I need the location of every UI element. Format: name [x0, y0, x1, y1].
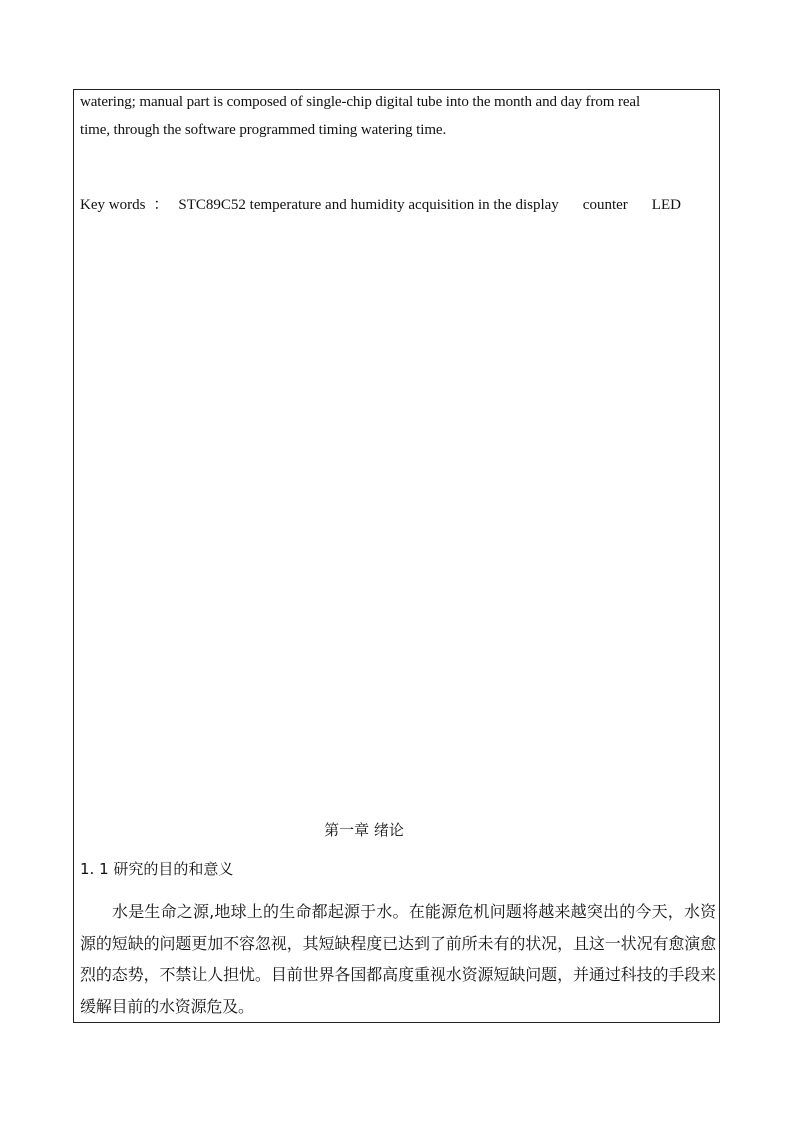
page-table-frame: [73, 89, 720, 1023]
abstract-english-line: watering; manual part is composed of single-chip digital tube into the month and day from real: [80, 94, 641, 110]
keyword-item: LED: [651, 197, 681, 213]
body-paragraph: 水是生命之源,地球上的生命都起源于水。在能源危机问题将越来越突出的今天，水资源的短缺的问题更加不容忽视，其短缺程度已达到了前所未有的状况，且这一状况有愈演愈烈的态势，不禁让人担忧。目前世界各国都高度重视水资源短缺问题，并通过科技的手段来缓解目前的水资源危及。: [80, 902, 716, 1016]
keyword-item: STC89C52 temperature and humidity acquisition in the display: [178, 197, 559, 213]
keywords-label: Key words: [80, 197, 146, 213]
keywords-line: [80, 195, 681, 215]
keywords-separator: ：: [153, 197, 169, 213]
section-heading: 1. 1 研究的目的和意义: [80, 860, 234, 878]
keyword-item: counter: [582, 197, 628, 213]
abstract-english-line: time, through the software programmed timing watering time.: [80, 122, 447, 138]
chapter-heading: 第一章 绪论: [324, 821, 404, 839]
